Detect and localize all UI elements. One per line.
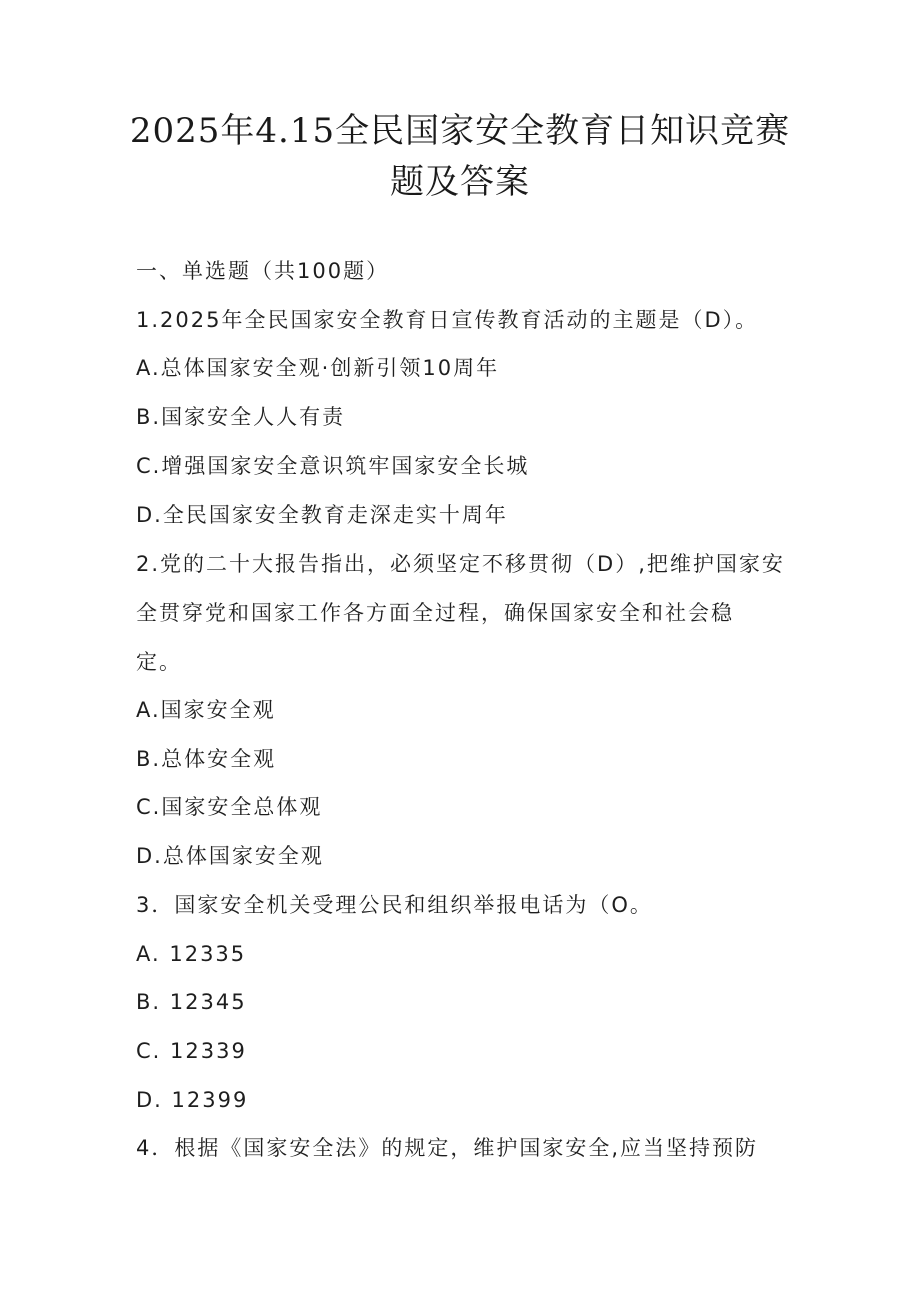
question-1-option-c: C.增强国家安全意识筑牢国家安全长城 [136, 454, 530, 478]
section-heading: 一、单选题（共100题） [136, 259, 390, 283]
document-title-line-2: 题及答案 [390, 162, 530, 202]
question-2-option-b: B.总体安全观 [136, 747, 277, 771]
question-2-stem-line-3: 定。 [136, 650, 182, 674]
question-2-stem-line-1: 2.党的二十大报告指出，必须坚定不移贯彻（D）,把维护国家安 [136, 552, 785, 576]
question-2-stem-line-2: 全贯穿党和国家工作各方面全过程，确保国家安全和社会稳 [136, 601, 734, 625]
question-3-stem: 3．国家安全机关受理公民和组织举报电话为（O。 [136, 893, 653, 917]
question-3-option-c: C. 12339 [136, 1039, 247, 1063]
question-3-option-b: B. 12345 [136, 990, 247, 1014]
question-1-option-a: A.总体国家安全观·创新引领10周年 [136, 356, 500, 380]
document-title-line-1: 2025年4.15全民国家安全教育日知识竞赛 [129, 111, 791, 151]
question-3-option-a: A. 12335 [136, 942, 247, 966]
question-2-option-c: C.国家安全总体观 [136, 795, 323, 819]
question-2-option-d: D.总体国家安全观 [136, 844, 324, 868]
question-3-option-d: D. 12399 [136, 1088, 249, 1112]
question-1-option-b: B.国家安全人人有责 [136, 405, 346, 429]
question-2-option-a: A.国家安全观 [136, 698, 276, 722]
question-4-stem: 4．根据《国家安全法》的规定，维护国家安全,应当坚持预防 [136, 1136, 759, 1160]
question-1-option-d: D.全民国家安全教育走深走实十周年 [136, 503, 508, 527]
question-1-stem: 1.2025年全民国家安全教育日宣传教育活动的主题是（D）。 [136, 308, 759, 332]
